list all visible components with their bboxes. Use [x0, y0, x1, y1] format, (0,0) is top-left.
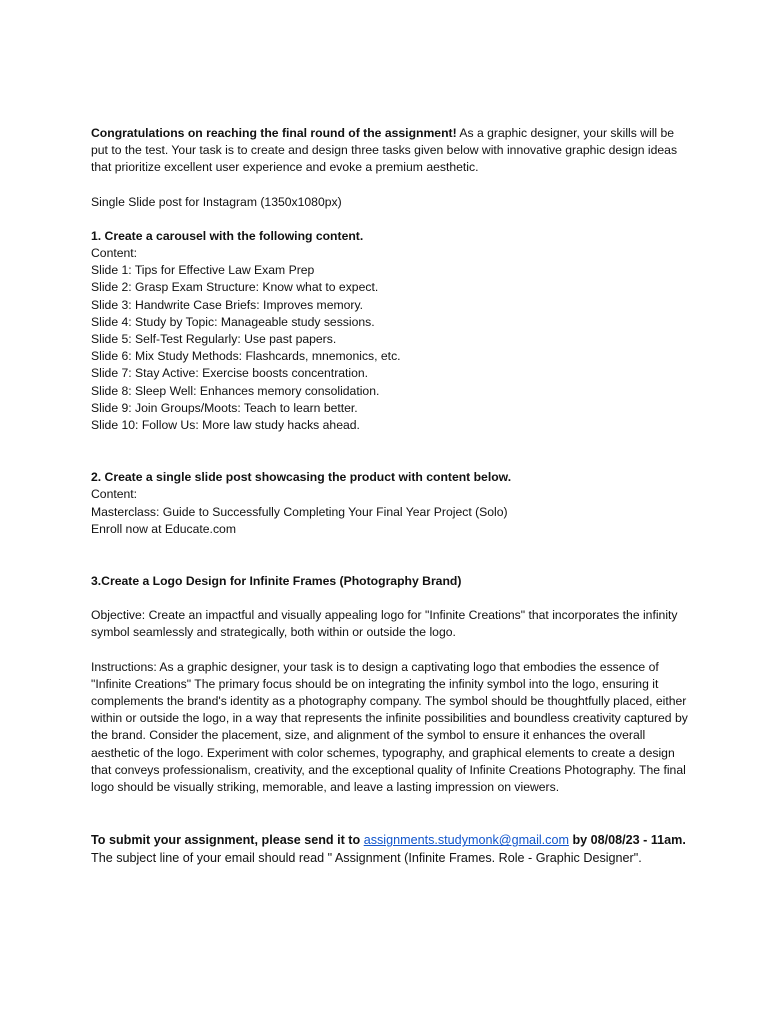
spacer: [91, 538, 691, 573]
submit-text: The subject line of your email should read " Assignment (Infinite Frames. Role - Graphic Designer".: [91, 851, 642, 866]
document-body: [91, 125, 691, 867]
task3-heading: 3.Create a Logo Design for Infinite Frames (Photography Brand): [91, 574, 462, 589]
slide-item: Slide 1: Tips for Effective Law Exam Prep: [91, 263, 315, 278]
slide-item: Slide 8: Sleep Well: Enhances memory consolidation.: [91, 383, 380, 398]
intro-text: As a graphic designer, your skills will be put to the test. Your task is to create and design three tasks given below with innovative graphic design ideas that prioritize excellent user experience and evoke a premium aesthetic.: [91, 126, 678, 175]
submit-paragraph: [91, 831, 691, 867]
email-link[interactable]: assignments.studymonk@gmail.com: [363, 833, 569, 848]
submit-bold-prefix: To submit your assignment, please send it to: [91, 833, 364, 848]
spacer: [91, 796, 691, 831]
task3-objective: Objective: Create an impactful and visually appealing logo for "Infinite Creations" that incorporates the infinity symbol seamlessly and strategically, both within or outside the logo.: [91, 608, 678, 640]
spacer: [91, 434, 691, 469]
slide-item: Slide 9: Join Groups/Moots: Teach to learn better.: [91, 400, 358, 415]
spacer: [91, 642, 691, 659]
slide-item: Slide 5: Self-Test Regularly: Use past papers.: [91, 332, 337, 347]
task2-content-label: Content:: [91, 487, 138, 502]
slide-item: Slide 3: Handwrite Case Briefs: Improves memory.: [91, 297, 364, 312]
submit-deadline: by 08/08/23 - 11am.: [568, 833, 686, 848]
intro-bold: Congratulations on reaching the final round of the assignment!: [91, 126, 457, 140]
slide-item: Slide 6: Mix Study Methods: Flashcards, mnemonics, etc.: [91, 349, 401, 364]
slide-item: Slide 2: Grasp Exam Structure: Know what to expect.: [91, 280, 379, 295]
task3-instructions: Instructions: As a graphic designer, your task is to design a captivating logo that embodies the essence of "Infinite Creations" The primary focus should be on integrating the infinity symbol into the logo, ensuring it complements the brand's identity as a photography company. The symbol should be thoughtfully placed, either within or outside the logo, in a way that represents the infinite possibilities and boundless creativity captured by the brand. Consider the placement, size, and alignment of the symbol to ensure it enhances the overall aesthetic of the logo. Experiment with color schemes, typography, and graphical elements to create a design that conveys professionalism, creativity, and the exceptional quality of Infinite Creations Photography. The final logo should be visually striking, memorable, and leave a lasting impression on viewers.: [91, 659, 688, 795]
spacer: [91, 590, 691, 607]
task2-heading: 2. Create a single slide post showcasing the product with content below.: [91, 470, 512, 485]
spacer: [91, 177, 691, 194]
slide-item: Slide 10: Follow Us: More law study hacks ahead.: [91, 418, 360, 433]
slide-item: Slide 4: Study by Topic: Manageable study sessions.: [91, 314, 375, 329]
spacer: [91, 211, 691, 228]
task1-content-label: Content:: [91, 246, 138, 261]
task1-slide-list: [91, 262, 691, 434]
intro-paragraph: [91, 125, 691, 177]
task2-line-2: Enroll now at Educate.com: [91, 521, 236, 536]
slide-item: Slide 7: Stay Active: Exercise boosts concentration.: [91, 366, 369, 381]
task1-heading: 1. Create a carousel with the following content.: [91, 228, 364, 243]
task2-line-1: Masterclass: Guide to Successfully Completing Your Final Year Project (Solo): [91, 504, 508, 519]
single-slide-note: Single Slide post for Instagram (1350x1080px): [91, 194, 342, 209]
